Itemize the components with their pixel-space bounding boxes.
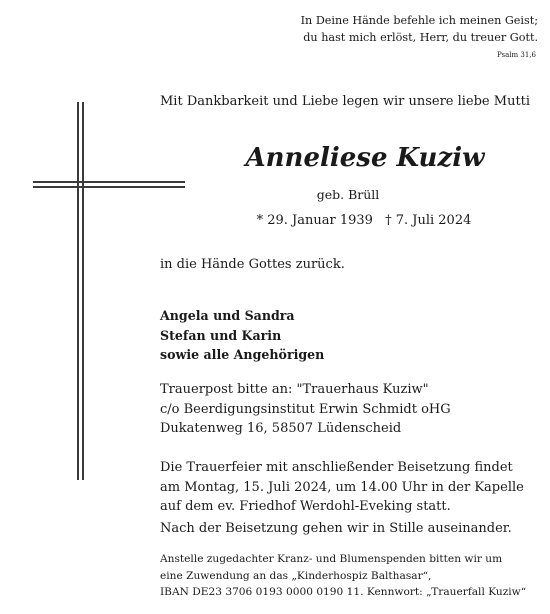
ceremony-info — [160, 458, 524, 517]
cross-horizontal-bar — [33, 181, 185, 183]
deceased-name: Anneliese Kuziw — [245, 143, 485, 173]
maiden-name: geb. Brüll — [316, 187, 380, 202]
donation-line: eine Zuwendung an das „Kinderhospiz Balthasar“, — [160, 569, 432, 582]
family-line: Stefan und Karin — [160, 327, 282, 343]
donation-info — [160, 551, 526, 601]
ceremony-line: auf dem ev. Friedhof Werdohl-Eveking statt. — [160, 499, 451, 514]
intro-text: Mit Dankbarkeit und Liebe legen wir unsere liebe Mutti — [160, 94, 531, 109]
psalm-line: du hast mich erlöst, Herr, du treuer Gott. — [303, 31, 538, 44]
psalm-line: In Deine Hände befehle ich meinen Geist; — [300, 14, 538, 27]
birth-date: * 29. Januar 1939 — [256, 213, 373, 228]
ceremony-line: Die Trauerfeier mit anschließender Beisetzung findet — [160, 460, 513, 475]
mail-line: c/o Beerdigungsinstitut Erwin Schmidt oHG — [160, 401, 451, 417]
mail-line: Dukatenweg 16, 58507 Lüdenscheid — [160, 421, 402, 436]
mail-address — [160, 380, 451, 439]
death-date: † 7. Juli 2024 — [385, 213, 472, 228]
returned-text: in die Hände Gottes zurück. — [160, 257, 345, 272]
psalm-reference: Psalm 31,6 — [497, 51, 536, 59]
donation-line: IBAN DE23 3706 0193 0000 0190 11. Kennwort: „Trauerfall Kuziw“ — [160, 586, 527, 598]
family-list — [160, 306, 324, 365]
family-line: Angela und Sandra — [160, 308, 295, 323]
mail-line: Trauerpost bitte an: "Trauerhaus Kuziw" — [160, 382, 429, 397]
life-dates — [0, 213, 550, 228]
psalm-quote — [301, 12, 538, 46]
after-burial-text: Nach der Beisetzung gehen wir in Stille auseinander. — [160, 521, 512, 536]
donation-line: Anstelle zugedachter Kranz- und Blumenspenden bitten wir um — [160, 553, 503, 565]
family-line: sowie alle Angehörigen — [160, 347, 325, 362]
ceremony-line: am Montag, 15. Juli 2024, um 14.00 Uhr in der Kapelle — [160, 479, 524, 495]
